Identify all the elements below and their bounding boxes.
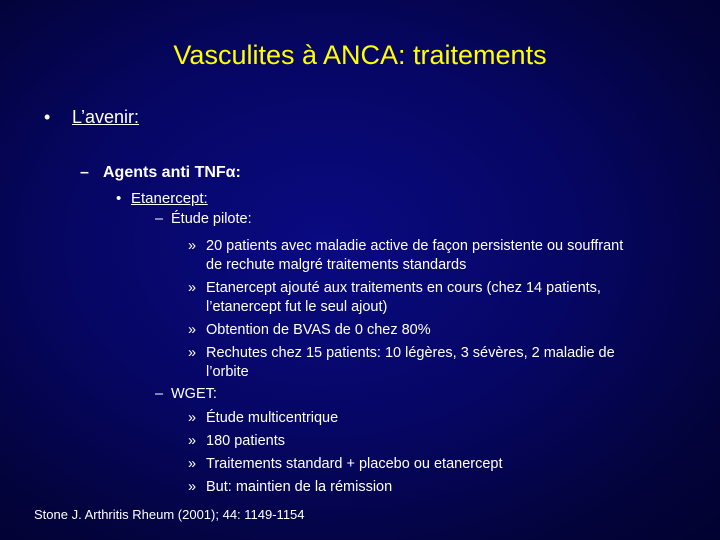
pilot-item-continued: l’etanercept fut le seul ajout) <box>206 299 388 315</box>
raquo-marker: » <box>188 456 197 472</box>
drug-etanercept: Etanercept: <box>131 190 208 207</box>
pilot-item: Rechutes chez 15 patients: 10 légères, 3 sévères, 2 maladie de <box>206 345 615 361</box>
bullet-marker: • <box>44 107 51 127</box>
raquo-marker: » <box>188 479 197 495</box>
bullet-marker: • <box>116 190 122 207</box>
wget-item: Étude multicentrique <box>206 410 339 426</box>
pilot-item: Etanercept ajouté aux traitements en cours (chez 14 patients, <box>206 280 601 296</box>
pilot-item: Obtention de BVAS de 0 chez 80% <box>206 322 431 338</box>
raquo-marker: » <box>188 410 197 426</box>
heading-avenir: L’avenir: <box>72 107 140 127</box>
citation: Stone J. Arthritis Rheum (2001); 44: 1149-1154 <box>34 507 305 522</box>
dash-marker: – <box>155 386 164 402</box>
pilot-study-label: Étude pilote: <box>171 211 252 227</box>
wget-item: But: maintien de la rémission <box>206 479 393 495</box>
raquo-marker: » <box>188 280 197 296</box>
wget-label: WGET: <box>171 386 217 402</box>
pilot-item: 20 patients avec maladie active de façon persistente ou souffrant <box>206 238 624 254</box>
raquo-marker: » <box>188 345 197 361</box>
dash-marker: – <box>80 164 89 181</box>
raquo-marker: » <box>188 322 197 338</box>
raquo-marker: » <box>188 238 197 254</box>
dash-marker: – <box>155 211 164 227</box>
slide-title: Vasculites à ANCA: traitements <box>173 40 547 70</box>
wget-item: Traitements standard + placebo ou etanercept <box>206 456 503 472</box>
raquo-marker: » <box>188 433 197 449</box>
pilot-item-continued: de rechute malgré traitements standards <box>206 257 467 273</box>
pilot-item-continued: l’orbite <box>206 364 249 380</box>
wget-item: 180 patients <box>206 433 286 449</box>
agents-heading: Agents anti TNFα: <box>103 164 241 181</box>
